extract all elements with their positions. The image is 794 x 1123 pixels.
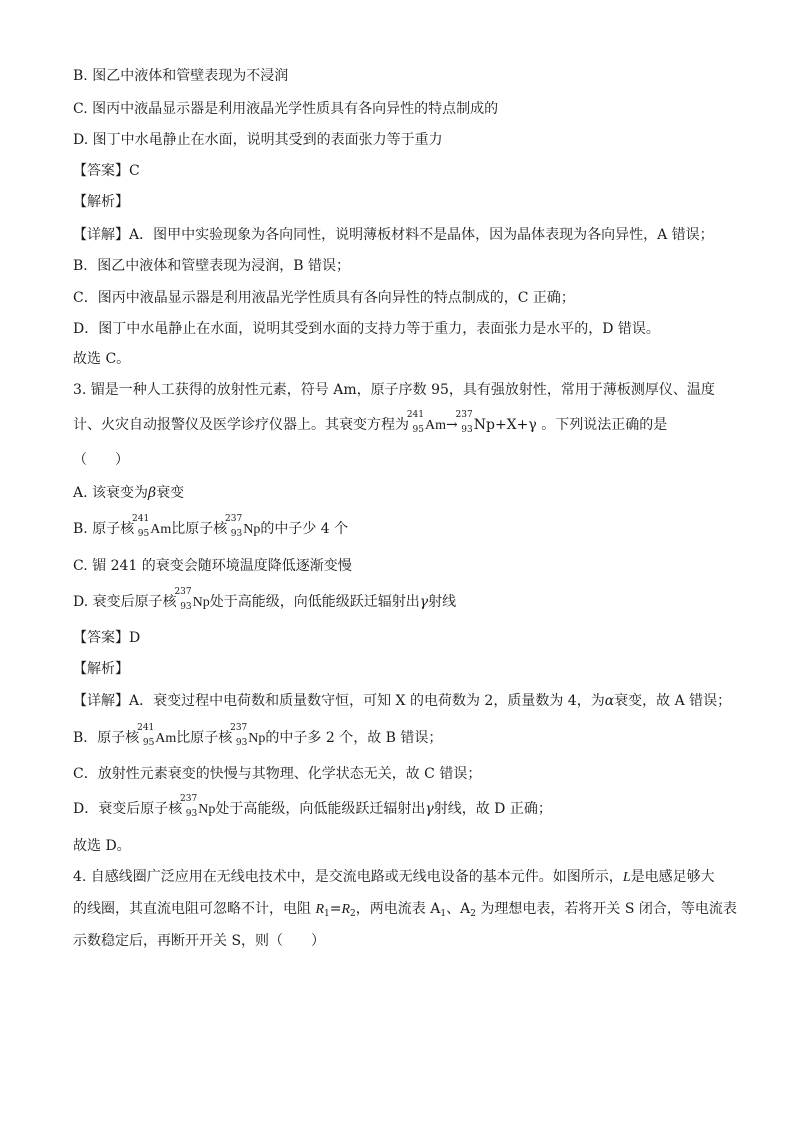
q3-analysis-tag: 【解析】 [73, 661, 129, 677]
q3-option-c: C. 镅 241 的衰变会随环境温度降低逐渐变慢 [73, 558, 352, 574]
nuclide-np [174, 587, 210, 612]
q2-conclusion: 故选 C。 [73, 351, 131, 367]
option-text: 的中子少 4 个 [260, 521, 349, 537]
q4-stem-line2 [73, 900, 737, 923]
q3-conclusion: 故选 D。 [73, 838, 131, 854]
q2-detail-c: C．图丙中液晶显示器是利用液晶光学性质具有各向异性的特点制成的，C 正确； [73, 290, 575, 306]
nuclide-np [225, 514, 261, 539]
atomic-number: 93 [235, 738, 248, 748]
option-text: 衰变 [156, 485, 185, 501]
q2-option-c: C. 图丙中液晶显示器是利用液晶光学性质具有各向异性的特点制成的 [73, 101, 499, 117]
stem-text: 4. 自感线圈广泛应用在无线电技术中，是交流电路或无线电设备的基本元件。如图所示， [73, 869, 623, 885]
element-symbol: Am [425, 418, 446, 433]
nuclide-am [132, 514, 172, 539]
detail-text: B．原子核 [73, 730, 140, 746]
option-text: B. 原子核 [73, 521, 135, 537]
alpha-symbol: α [604, 693, 615, 709]
beta-symbol: β [148, 485, 157, 501]
resistor-r2-symbol: R [341, 902, 351, 917]
atomic-number: 93 [185, 809, 198, 819]
subscript: 1 [440, 909, 447, 919]
atomic-number: 93 [180, 602, 192, 612]
detail-text: D．衰变后原子核 [73, 801, 183, 817]
stem-text: 是电感足够大 [630, 869, 715, 885]
q3-stem-line1: 3. 镅是一种人工获得的放射性元素，符号 Am，原子序数 95，具有强放射性，常用于薄板测厚仪、温度 [73, 382, 715, 398]
q3-detail-d [73, 794, 552, 819]
q2-detail-b: B．图乙中液体和管壁表现为浸润，B 错误； [73, 258, 351, 274]
gamma-symbol: γ [419, 594, 429, 610]
q3-option-b [73, 514, 349, 539]
detail-text: A．衰变过程中电荷数和质量数守恒，可知 X 的电荷数为 2，质量数为 4，为 [129, 693, 605, 709]
element-symbol: Am [155, 731, 177, 746]
atomic-number: 93 [461, 425, 473, 435]
q3-answer [73, 629, 140, 647]
element-symbol: Am [150, 522, 172, 537]
nuclide-am [406, 410, 446, 435]
mass-number: 241 [137, 723, 155, 733]
mass-number: 237 [174, 587, 192, 597]
option-text: D. 衰变后原子核 [73, 594, 177, 610]
stem-text: 为理想电表，若将开关 S 闭合，等电流表 [475, 901, 737, 917]
answer-tag: 【答案】 [73, 630, 129, 646]
mass-number: 237 [180, 794, 198, 804]
mass-number: 241 [406, 410, 424, 420]
detail-text: 比原子核 [176, 730, 233, 746]
q3-option-a [73, 484, 184, 502]
mass-number: 237 [230, 723, 248, 733]
element-symbol: Np [243, 522, 261, 537]
detail-tag: 【详解】 [73, 693, 129, 709]
q3-detail-c: C．放射性元素衰变的快慢与其物理、化学状态无关，故 C 错误； [73, 766, 482, 782]
inductor-symbol: L [622, 870, 631, 885]
q4-stem-line1 [73, 868, 715, 887]
atomic-number: 95 [412, 425, 424, 435]
atomic-number: 95 [142, 738, 155, 748]
stem-text: 、A [446, 901, 471, 917]
subscript: 2 [470, 909, 476, 919]
stem-text: ，两电流表 A [355, 901, 441, 917]
q4-stem-line3: 示数稳定后，再断开开关 S，则（ ） [73, 933, 326, 949]
q3-stem-line2 [73, 410, 668, 435]
stem-text: 的线圈，其直流电阻可忽略不计，电阻 [73, 901, 316, 917]
atomic-number: 93 [230, 529, 243, 539]
q3-detail-a [73, 692, 731, 710]
mass-number: 237 [455, 410, 473, 420]
detail-text: A．图甲中实验现象为各向同性，说明薄板材料不是晶体，因为晶体表现为各向异性，A 错误； [129, 227, 714, 243]
detail-text: 射线，故 D 正确； [433, 801, 552, 817]
q2-answer [73, 162, 140, 180]
subscript: 1 [324, 909, 330, 919]
detail-text: 衰变，故 A 错误； [614, 693, 732, 709]
q2-detail-d: D．图丁中水黾静止在水面，说明其受到水面的支持力等于重力，表面张力是水平的，D 错误。 [73, 321, 660, 337]
element-symbol: Np [198, 802, 216, 817]
atomic-number: 95 [137, 529, 150, 539]
q3-detail-b [73, 723, 443, 748]
stem-text: 计、火灾自动报警仪及医学诊疗仪器上。其衰变方程为 [73, 417, 409, 433]
nuclide-np [455, 410, 474, 435]
answer-value: C [129, 163, 140, 179]
q2-analysis-tag: 【解析】 [73, 194, 129, 210]
detail-text: 的中子多 2 个，故 B 错误； [265, 730, 443, 746]
element-symbol: Np [192, 595, 210, 610]
option-text: 处于高能级，向低能级跃迁辐射出 [209, 594, 420, 610]
q2-option-b: B. 图乙中液体和管壁表现为不浸润 [73, 68, 289, 84]
nuclide-np [230, 723, 266, 748]
option-text: A. 该衰变为 [73, 485, 149, 501]
subscript: 2 [350, 909, 356, 919]
detail-text: 处于高能级，向低能级跃迁辐射出 [215, 801, 426, 817]
equals: = [329, 901, 342, 917]
q3-option-d [73, 587, 457, 612]
mass-number: 237 [225, 514, 243, 524]
q2-option-d: D. 图丁中水黾静止在水面，说明其受到的表面张力等于重力 [73, 132, 443, 148]
stem-text: Np+X+γ 。下列说法正确的是 [473, 417, 668, 433]
reaction-arrow: → [446, 417, 458, 433]
option-text: 比原子核 [171, 521, 228, 537]
detail-tag: 【详解】 [73, 227, 129, 243]
resistor-r1-symbol: R [315, 902, 325, 917]
mass-number: 241 [132, 514, 150, 524]
gamma-symbol: γ [425, 801, 434, 817]
option-text: 射线 [428, 594, 457, 610]
q3-stem-line3: （ ） [73, 452, 129, 468]
q2-detail-a [73, 226, 714, 244]
nuclide-am [137, 723, 177, 748]
nuclide-np [180, 794, 216, 819]
answer-value: D [129, 630, 141, 646]
answer-tag: 【答案】 [73, 163, 129, 179]
element-symbol: Np [248, 731, 266, 746]
